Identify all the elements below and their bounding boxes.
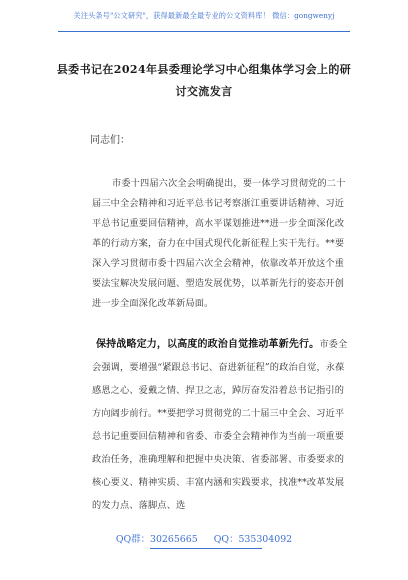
footer-divider xyxy=(150,548,262,549)
footer-qq: QQ：535304092 xyxy=(213,534,293,545)
title-line-2: 讨交流发言 xyxy=(175,85,233,98)
header-banner: 关注头条号"公文研究"，获得最新最全最专业的公文资料库！ 微信：gongwenyj xyxy=(73,11,335,20)
footer-contact xyxy=(20,533,388,547)
title-line-1: 县委书记在2024年县委理论学习中心组集体学习会上的研 xyxy=(56,63,352,76)
paragraph-2 xyxy=(92,333,352,517)
paragraph-2-body: 市委全会强调，要增强“紧跟总书记、奋进新征程”的政治自觉，永葆感恩之心、爱戴之情、捍卫之志，踔厉奋发沿着总书记指引的方向阔步前行。**要把学习贯彻党的二十届三中全会、习近平总书记重要回信精神和省委、市委全会精神作为当前一项重要政治任务，准确理解和把握中央决策、省委部署、市委要求的核心要义、精神实质、丰富内涵和实践要求，找准**改革发展的发力点、落脚点、选 xyxy=(92,339,348,511)
footer-qq-group: QQ群：30265665 xyxy=(115,534,198,545)
paragraph-2-lead: 保持战略定力，以高度的政治自觉推动革新先行。 xyxy=(96,339,320,350)
salutation: 同志们： xyxy=(90,135,130,146)
paragraph-1: 市委十四届六次全会明确提出，要一体学习贯彻党的二十届三中全会精神和习近平总书记考察浙江重要讲话精神、习近平总书记重要回信精神，高水平谋划推进**进一步全面深化改革的行动方案，奋力在中国式现代化新征程上实干先行。**要深入学习贯彻市委十四届六次全会精神，依靠改革开放这个重要法宝解决发展问题、塑造发展优势，以革新先行的姿态开创进一步全面深化改革新局面。 xyxy=(92,178,346,309)
header-divider xyxy=(58,31,350,32)
document-title xyxy=(56,59,352,103)
